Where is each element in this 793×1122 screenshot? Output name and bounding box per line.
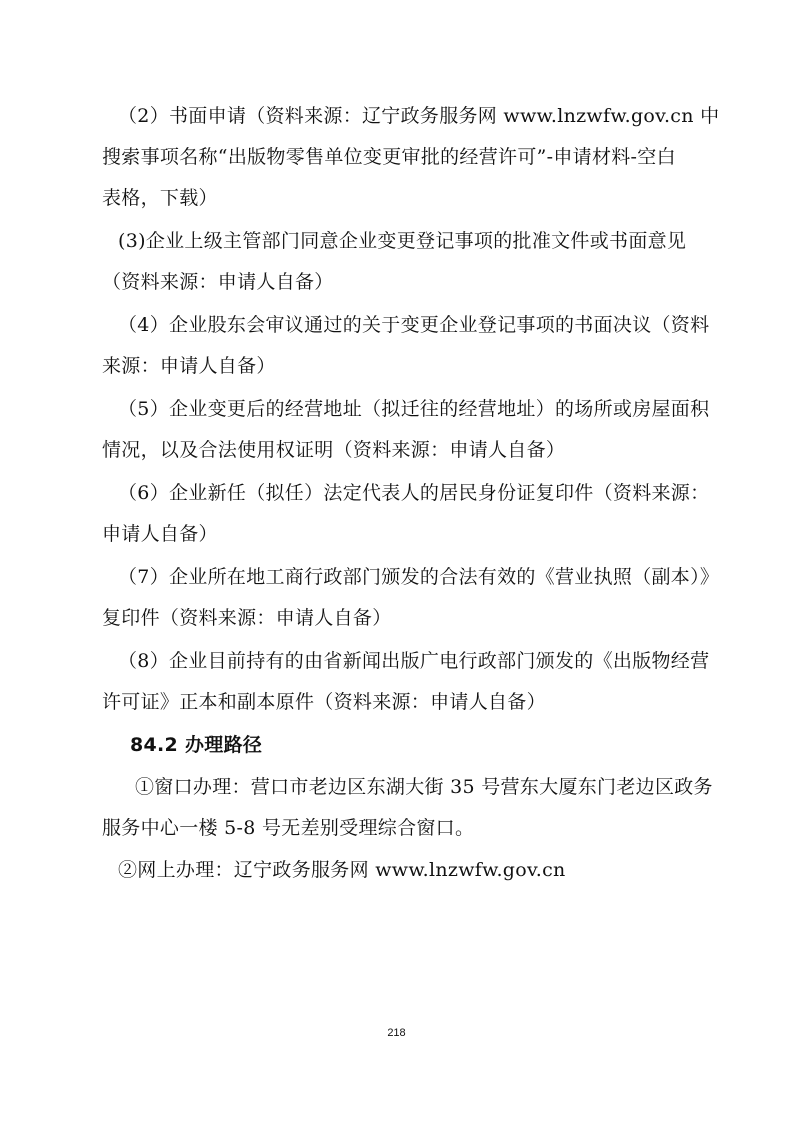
text-line: （资料来源：申请人自备） [102,271,334,293]
section-heading: 84.2 办理路径 [130,734,263,756]
text-line: （6）企业新任（拟任）法定代表人的居民身份证复印件（资料来源： [118,482,710,504]
text-line: 服务中心一楼 5-8 号无差别受理综合窗口。 [102,817,475,839]
text-line: 来源：申请人自备） [102,355,276,377]
text-line: 申请人自备） [102,523,218,545]
text-line: （7）企业所在地工商行政部门颁发的合法有效的《营业执照（副本）》 [118,566,720,588]
text-line: ②网上办理：辽宁政务服务网 www.lnzwfw.gov.cn [118,859,566,881]
text-line: （2）书面申请（资料来源：辽宁政务服务网 www.lnzwfw.gov.cn 中 [118,105,720,127]
text-line: (3)企业上级主管部门同意企业变更登记事项的批准文件或书面意见 [118,230,687,252]
text-line: （8）企业目前持有的由省新闻出版广电行政部门颁发的《出版物经营 [118,650,710,672]
text-line: （4）企业股东会审议通过的关于变更企业登记事项的书面决议（资料 [118,314,710,336]
text-line: 表格，下载） [102,187,218,209]
text-line: 复印件（资料来源：申请人自备） [102,607,392,629]
text-line: 许可证》正本和副本原件（资料来源：申请人自备） [102,691,546,713]
text-line: （5）企业变更后的经营地址（拟迁往的经营地址）的场所或房屋面积 [118,398,710,420]
text-line: ①窗口办理：营口市老边区东湖大街 35 号营东大厦东门老边区政务 [135,776,713,798]
page-number: 218 [387,1027,406,1039]
text-line: 情况，以及合法使用权证明（资料来源：申请人自备） [102,439,566,461]
text-line: 搜索事项名称“出版物零售单位变更审批的经营许可”-申请材料-空白 [102,146,676,168]
